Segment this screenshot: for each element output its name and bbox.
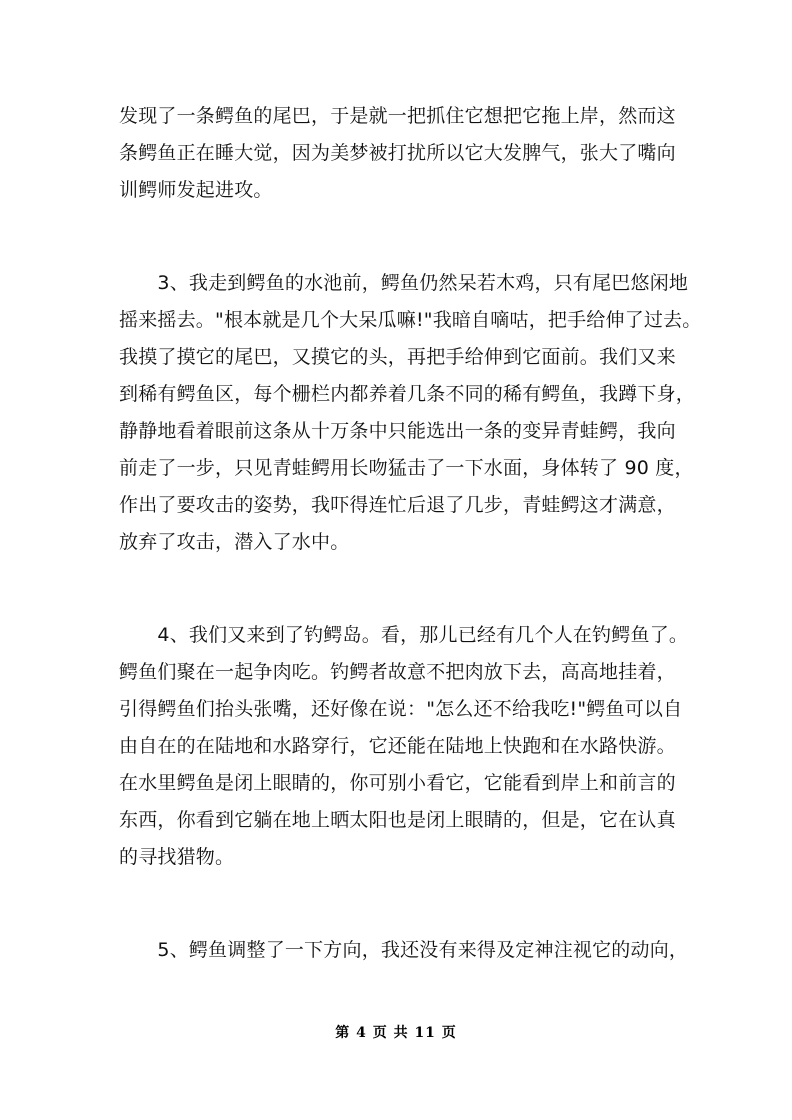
text-line: 条鳄鱼正在睡大觉，因为美梦被打扰所以它大发脾气，张大了嘴向 [119, 142, 676, 164]
paragraph-gap [119, 876, 679, 932]
text-line: 摇来摇去。"根本就是几个大呆瓜嘛!"我暗自嘀咕，把手给伸了过去。 [119, 309, 702, 331]
paragraph-gap [119, 209, 679, 265]
text-line: 到稀有鳄鱼区，每个栅栏内都养着几条不同的稀有鳄鱼，我蹲下身， [119, 383, 696, 405]
paragraph-1 [119, 98, 679, 209]
text-line: 5、鳄鱼调整了一下方向，我还没有来得及定神注视它的动向， [119, 939, 689, 961]
text-line: 我摸了摸它的尾巴，又摸它的头，再把手给伸到它面前。我们又来 [119, 346, 676, 368]
text-line: 引得鳄鱼们抬头张嘴，还好像在说："怎么还不给我吃!"鳄鱼可以自 [119, 698, 683, 720]
paragraph-gap [119, 561, 679, 617]
text-line: 前走了一步，只见青蛙鳄用长吻猛击了一下水面，身体转了 90 度， [119, 457, 694, 479]
page-number-footer: 第 4 页 共 11 页 [335, 1025, 457, 1041]
text-line: 训鳄师发起进攻。 [119, 179, 273, 201]
text-line: 鳄鱼们聚在一起争肉吃。钓鳄者故意不把肉放下去，高高地挂着， [119, 661, 676, 683]
text-line: 静静地看着眼前这条从十万条中只能选出一条的变异青蛙鳄，我向 [119, 420, 676, 442]
text-line: 在水里鳄鱼是闭上眼睛的，你可别小看它，它能看到岸上和前言的 [119, 772, 676, 794]
text-line: 作出了要攻击的姿势，我吓得连忙后退了几步，青蛙鳄这才满意， [119, 494, 676, 516]
text-line: 东西，你看到它躺在地上晒太阳也是闭上眼睛的，但是，它在认真 [119, 809, 676, 831]
paragraph-4 [119, 932, 689, 969]
text-line: 发现了一条鳄鱼的尾巴，于是就一把抓住它想把它拖上岸，然而这 [119, 105, 676, 127]
text-line: 4、我们又来到了钓鳄岛。看，那儿已经有几个人在钓鳄鱼了。 [119, 624, 689, 646]
text-line: 由自在的在陆地和水路穿行，它还能在陆地上快跑和在水路快游。 [119, 735, 676, 757]
text-line: 放弃了攻击，潜入了水中。 [119, 531, 350, 553]
paragraph-2 [119, 265, 702, 561]
text-line: 的寻找猎物。 [119, 846, 235, 868]
text-line: 3、我走到鳄鱼的水池前，鳄鱼仍然呆若木鸡，只有尾巴悠闲地 [119, 272, 689, 294]
document-body [119, 98, 702, 969]
paragraph-3 [119, 617, 689, 876]
